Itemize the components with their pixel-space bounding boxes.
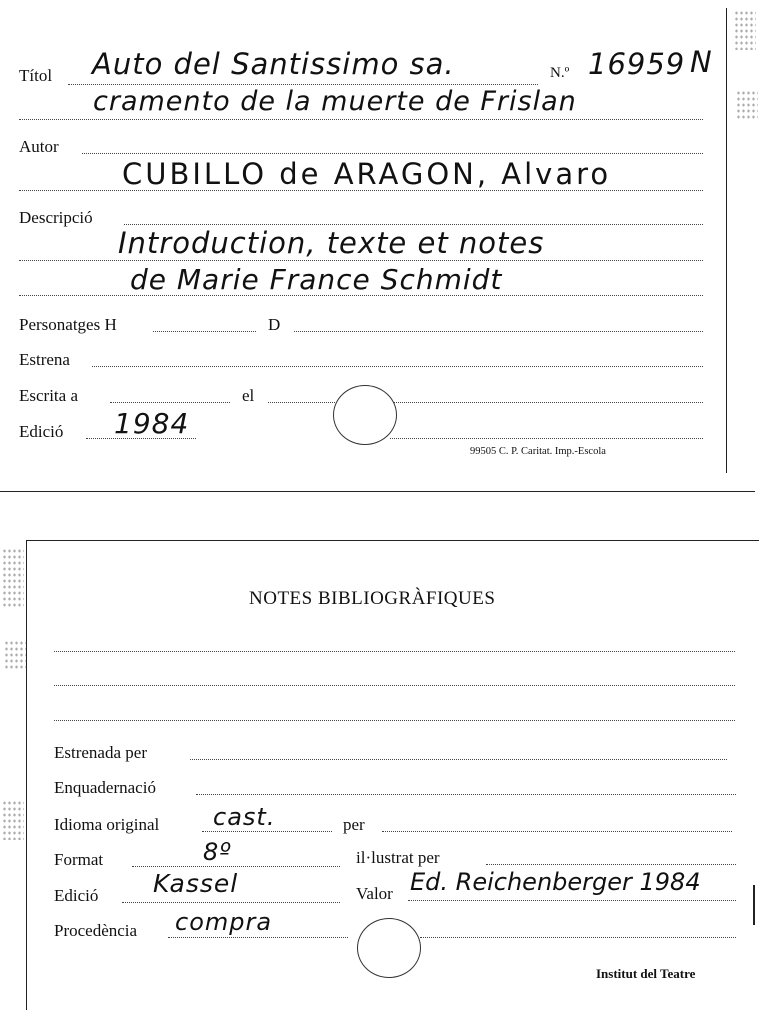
author-dotted-line xyxy=(82,153,703,154)
card1-scan-noise xyxy=(736,90,758,120)
format-dotted-line xyxy=(132,866,340,867)
binding-dotted-line xyxy=(196,794,736,795)
title-dotted-line-2 xyxy=(19,119,703,120)
binding-label: Enquadernació xyxy=(54,778,156,797)
institution-imprint: Institut del Teatre xyxy=(596,966,696,981)
card2-scan-noise xyxy=(4,640,26,670)
value-dotted-line xyxy=(408,900,736,901)
written-date-dotted-line xyxy=(268,402,703,403)
language-label: Idioma original xyxy=(54,815,160,834)
premiere-dotted-line xyxy=(92,366,703,367)
card1-scan-noise xyxy=(734,10,756,50)
origin-dotted-line xyxy=(168,937,348,938)
premiere-label: Estrena xyxy=(19,350,70,369)
written-place-dotted-line xyxy=(110,402,230,403)
origin-handwriting: compra xyxy=(175,908,273,936)
edition-handwriting: 1984 xyxy=(114,407,190,440)
card2-scan-noise xyxy=(2,800,24,840)
card2-left-edge xyxy=(26,540,27,1010)
punch-hole xyxy=(333,385,397,445)
description-label: Descripció xyxy=(19,208,93,227)
card1-bottom-edge xyxy=(0,491,755,492)
notes-dotted-line-3 xyxy=(54,720,735,721)
author-label: Autor xyxy=(19,137,59,156)
origin-label: Procedència xyxy=(54,921,138,940)
edition2-handwriting: Kassel xyxy=(153,869,239,898)
description-handwriting-line1: Introduction, texte et notes xyxy=(118,226,545,260)
notes-dotted-line-1 xyxy=(54,651,735,652)
description-dotted-line xyxy=(124,224,703,225)
characters-d-label: D xyxy=(268,315,281,334)
format-handwriting: 8º xyxy=(203,838,232,866)
edition-dotted-line-right xyxy=(390,438,703,439)
punch-hole xyxy=(357,918,421,978)
title-handwriting-line1: Auto del Santissimo sa. xyxy=(92,47,455,81)
language-dotted-line xyxy=(202,831,332,832)
premiered-by-dotted-line xyxy=(190,759,727,760)
written-el-label: el xyxy=(242,386,255,405)
title-handwriting-line2: cramento de la muerte de Frislan xyxy=(93,86,577,117)
title-dotted-line xyxy=(68,84,538,85)
card2-top-edge xyxy=(26,540,759,541)
title-label: Títol xyxy=(19,66,53,85)
edition2-dotted-line xyxy=(122,902,340,903)
notes-heading: NOTES BIBLIOGRÀFIQUES xyxy=(249,588,496,609)
premiered-by-label: Estrenada per xyxy=(54,743,147,762)
author-handwriting: CUBILLO de ARAGON, Alvaro xyxy=(122,157,612,191)
illustrated-label: il·lustrat per xyxy=(356,848,440,867)
language-per-label: per xyxy=(343,815,365,834)
number-label: N.º xyxy=(550,65,570,81)
catalog-number-suffix: N xyxy=(690,45,713,79)
description-handwriting-line2: de Marie France Schmidt xyxy=(130,263,503,296)
language-per-dotted-line xyxy=(382,831,732,832)
written-label: Escrita a xyxy=(19,386,78,405)
language-handwriting: cast. xyxy=(213,803,276,831)
catalog-number: 16959 xyxy=(588,47,686,81)
card2-scan-noise xyxy=(2,548,24,608)
edition2-label: Edició xyxy=(54,886,99,905)
description-dotted-line-2 xyxy=(19,260,703,261)
notes-dotted-line-2 xyxy=(54,685,735,686)
card1-right-edge xyxy=(726,8,727,473)
characters-female-dotted-line xyxy=(294,331,703,332)
illustrated-dotted-line xyxy=(486,864,736,865)
characters-label: Personatges H xyxy=(19,315,117,334)
printer-imprint: 99505 C. P. Caritat. Imp.-Escola xyxy=(470,446,606,457)
edition-label: Edició xyxy=(19,422,64,441)
characters-male-dotted-line xyxy=(153,331,256,332)
origin-dotted-line-right xyxy=(420,937,736,938)
value-label: Valor xyxy=(356,884,393,903)
format-label: Format xyxy=(54,850,104,869)
value-handwriting: Ed. Reichenberger 1984 xyxy=(410,868,701,896)
card2-right-mark xyxy=(753,885,755,925)
